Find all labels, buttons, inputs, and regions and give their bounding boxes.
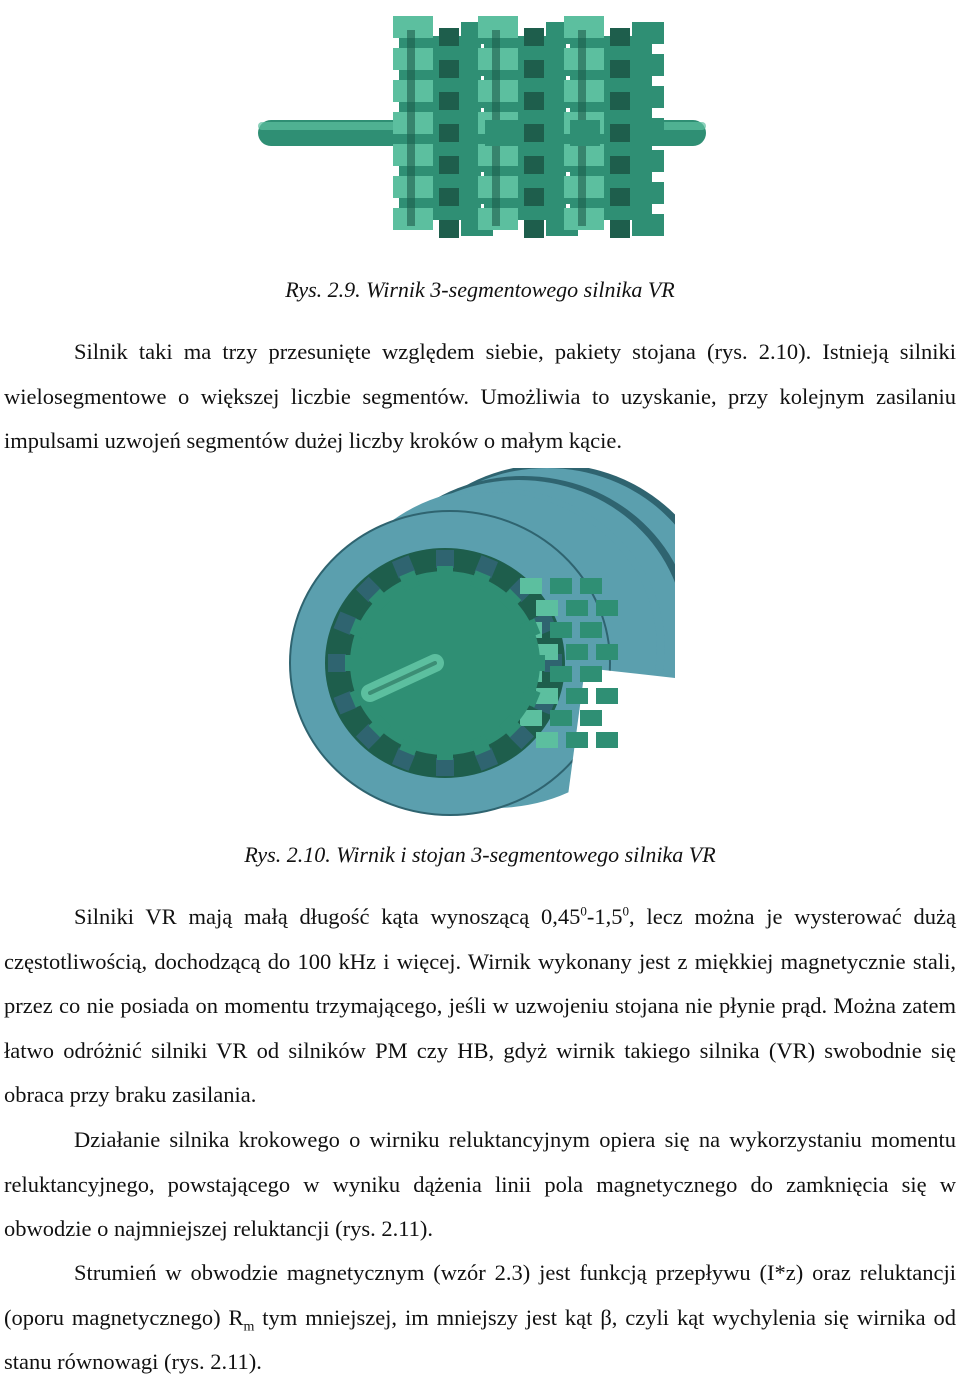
tooth-shadow: [439, 60, 459, 78]
rotor-tooth: [345, 655, 361, 671]
rotor-tooth-back: [580, 710, 602, 726]
rotor-tooth: [437, 566, 453, 582]
stator-slot: [436, 758, 454, 776]
paragraph-4-text-a: Strumień w obwodzie magnetycznym (wzór 2.3) jest funkcją przepływu (I*z) oraz reluktancji (oporu magnetycznego) R: [4, 1260, 956, 1330]
paragraph-4-text-b: tym mniejszej, im mniejszy jest kąt β, czyli kąt wychylenia się wirnika od stanu równowagi (rys. 2.11).: [4, 1304, 957, 1374]
tooth: [632, 182, 664, 204]
tooth: [632, 118, 664, 140]
rotor-stator-figure: [285, 468, 675, 818]
reluctance-subscript: m: [243, 1319, 255, 1334]
tooth-shadow: [524, 220, 544, 238]
tooth-shadow: [439, 92, 459, 110]
rotor-tooth-back: [536, 600, 558, 616]
paragraph-4: [4, 1251, 956, 1385]
rotor-tooth-back: [596, 600, 618, 616]
paragraph-2-text-c: , lecz można je wysterować dużą częstotliwością, dochodzącą do 100 kHz i więcej. Wirnik wykonany jest z miękkiej magnetycznie stali, przez co nie posiada on momentu trzymającego, jeśli w uzwojeniu stojana nie płynie prąd. Można zatem łatwo odróżnić silniki VR od silników PM czy HB, gdyż wirnik takiego silnika (VR) swobodnie się obraca przy braku zasilania.: [4, 904, 956, 1107]
figure-caption-2-10: Rys. 2.10. Wirnik i stojan 3-segmentowego silnika VR: [244, 842, 716, 867]
rotor-tooth-back: [580, 666, 602, 682]
rotor-tooth-back: [596, 644, 618, 660]
degree-superscript-1: 0: [580, 903, 587, 919]
rotor-tooth-back: [536, 732, 558, 748]
rotor-tooth: [529, 655, 545, 671]
tooth-shadow: [524, 92, 544, 110]
tooth: [632, 86, 664, 108]
tooth-shadow: [610, 156, 630, 174]
stator-slot: [328, 654, 346, 672]
tooth-shadow: [610, 188, 630, 206]
tooth-shadow: [524, 28, 544, 46]
rotor-tooth: [437, 744, 453, 760]
rotor-tooth-back: [596, 688, 618, 704]
tooth-shadow: [610, 220, 630, 238]
paragraph-1: Silnik taki ma trzy przesunięte względem siebie, pakiety stojana (rys. 2.10). Istnieją silniki wielosegmentowe o większej liczbie segmentów. Umożliwia to uzyskanie, przy kolejnym zasilaniu impulsami uzwojeń segmentów dużej liczby kroków o małym kącie.: [4, 339, 956, 453]
tooth-shadow: [439, 156, 459, 174]
rotor-tooth-back: [550, 578, 572, 594]
rotor-tooth-back: [566, 688, 588, 704]
shaft-segment: [570, 120, 600, 146]
paragraph-2-text-b: -1,5: [586, 904, 623, 929]
tooth: [632, 150, 664, 172]
tooth-shadow: [610, 60, 630, 78]
tooth-shadow: [439, 124, 459, 142]
paragraph-3: Działanie silnika krokowego o wirniku reluktancyjnym opiera się na wykorzystaniu momentu reluktancyjnego, powstającego w wyniku dążenia linii pola magnetycznego do zamknięcia się w obwodzie o najmniejszej reluktancji (rys. 2.11).: [4, 1127, 956, 1241]
tooth-shadow: [524, 188, 544, 206]
tooth-shadow: [524, 156, 544, 174]
tooth: [632, 54, 664, 76]
rotor-tooth-back: [550, 622, 572, 638]
rotor-tooth-back: [580, 622, 602, 638]
tooth-shadow: [439, 220, 459, 238]
degree-superscript-2: 0: [622, 903, 630, 919]
rotor-tooth-back: [580, 578, 602, 594]
figure-caption-2-9: Rys. 2.9. Wirnik 3-segmentowego silnika VR: [285, 277, 675, 302]
rotor-tooth-back: [566, 732, 588, 748]
rotor-tooth-back: [566, 644, 588, 660]
paragraph-2: [4, 895, 956, 1118]
rotor-tooth-back: [550, 666, 572, 682]
tooth-shadow: [610, 92, 630, 110]
shaft-segment: [485, 120, 518, 146]
rotor-tooth-back: [566, 600, 588, 616]
rotor-tooth-back: [550, 710, 572, 726]
rotor-figure: [230, 8, 730, 253]
paragraph-2-text-a: Silniki VR mają małą długość kąta wynoszącą 0,45: [74, 904, 581, 929]
tooth-shadow: [439, 188, 459, 206]
rotor-tooth-back: [596, 732, 618, 748]
stator-slot: [436, 550, 454, 568]
tooth-shadow: [610, 28, 630, 46]
tooth-shadow: [524, 124, 544, 142]
tooth-shadow: [524, 60, 544, 78]
disc-edge: [407, 30, 415, 226]
tooth: [632, 214, 664, 236]
rotor-tooth-back: [536, 688, 558, 704]
rotor-tooth-back: [520, 578, 542, 594]
tooth: [632, 22, 664, 44]
tooth-shadow: [439, 28, 459, 46]
tooth-shadow: [610, 124, 630, 142]
